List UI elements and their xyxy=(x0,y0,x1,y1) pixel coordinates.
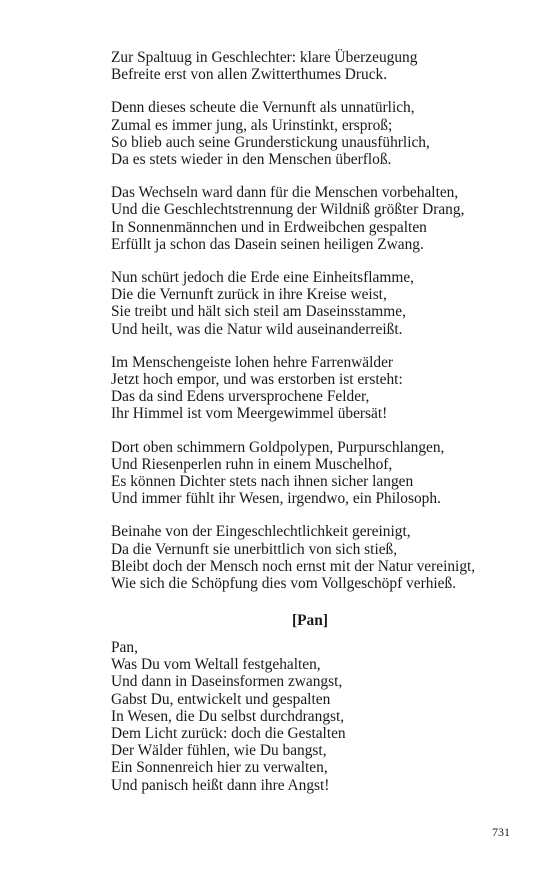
stanza xyxy=(111,439,521,508)
poem-line: Ihr Himmel ist vom Meergewimmel übersät! xyxy=(111,405,388,423)
stanza xyxy=(111,523,521,592)
poem-line: Und die Geschlechtstrennung der Wildniß größter Drang, xyxy=(111,201,465,219)
poem-stanzas xyxy=(111,49,521,592)
poem-line: So blieb auch seine Grunderstickung unausführlich, xyxy=(111,133,430,151)
poem-line: Wie sich die Schöpfung dies vom Vollgeschöpf verhieß. xyxy=(111,575,457,593)
poem-line: Da die Vernunft sie unerbittlich von sich stieß, xyxy=(111,540,398,558)
poem-line: Was Du vom Weltall festgehalten, xyxy=(111,656,321,674)
poem-line: Im Menschengeiste lohen hehre Farrenwälder xyxy=(111,353,394,371)
poem-line: Und panisch heißt dann ihre Angst! xyxy=(111,776,330,794)
poem-line: Erfüllt ja schon das Dasein seinen heiligen Zwang. xyxy=(111,235,424,253)
pan-poem xyxy=(111,639,521,794)
poem-line: Das Wechseln ward dann für die Menschen vorbehalten, xyxy=(111,184,459,202)
poem-line: Dem Licht zurück: doch die Gestalten xyxy=(111,725,346,743)
stanza xyxy=(111,184,521,253)
poem-line: Pan, xyxy=(111,639,138,656)
poem-line: Zur Spaltuug in Geschlechter: klare Überzeugung xyxy=(111,49,418,66)
stanza xyxy=(111,354,521,423)
section-heading: [Pan] xyxy=(292,612,328,629)
poem-line: Beinahe von der Eingeschlechtlichkeit gereinigt, xyxy=(111,523,411,541)
poem-line: Gabst Du, entwickelt und gespalten xyxy=(111,690,331,708)
poem-line: Denn dieses scheute die Vernunft als unnatürlich, xyxy=(111,99,415,117)
poem-line: Jetzt hoch empor, und was erstorben ist ersteht: xyxy=(111,371,403,389)
poem-line: Und dann in Daseinsformen zwangst, xyxy=(111,673,343,691)
poem-line: Bleibt doch der Mensch noch ernst mit der Natur vereinigt, xyxy=(111,557,476,575)
poem-line: Dort oben schimmern Goldpolypen, Purpurschlangen, xyxy=(111,438,445,456)
poem-line: Da es stets wieder in den Menschen überfloß. xyxy=(111,151,392,169)
poem-line: Es können Dichter stets nach ihnen sicher langen xyxy=(111,473,414,491)
stanza xyxy=(111,49,521,83)
poem-line: In Sonnenmännchen und in Erdweibchen gespalten xyxy=(111,218,427,236)
poem-line: In Wesen, die Du selbst durchdrangst, xyxy=(111,707,345,725)
poem-line: Befreite erst von allen Zwitterthumes Druck. xyxy=(111,66,388,84)
poem-line: Sie treibt und hält sich steil am Daseinsstamme, xyxy=(111,303,406,321)
poem-line: Nun schürt jedoch die Erde eine Einheitsflamme, xyxy=(111,269,415,287)
poem-line: Und Riesenperlen ruhn in einem Muschelhof, xyxy=(111,455,393,473)
page-number: 731 xyxy=(492,825,510,839)
poem-line: Ein Sonnenreich hier zu verwalten, xyxy=(111,759,328,777)
poem-line: Das da sind Edens urversprochene Felder, xyxy=(111,388,370,406)
poem-line: Und heilt, was die Natur wild auseinanderreißt. xyxy=(111,320,403,338)
stanza xyxy=(111,269,521,338)
stanza xyxy=(111,99,521,168)
poem-line: Die die Vernunft zurück in ihre Kreise weist, xyxy=(111,286,387,304)
poem-line: Zumal es immer jung, als Urinstinkt, ersproß; xyxy=(111,116,393,134)
poem-line: Der Wälder fühlen, wie Du bangst, xyxy=(111,742,327,760)
poem-line: Und immer fühlt ihr Wesen, irgendwo, ein Philosoph. xyxy=(111,490,441,508)
